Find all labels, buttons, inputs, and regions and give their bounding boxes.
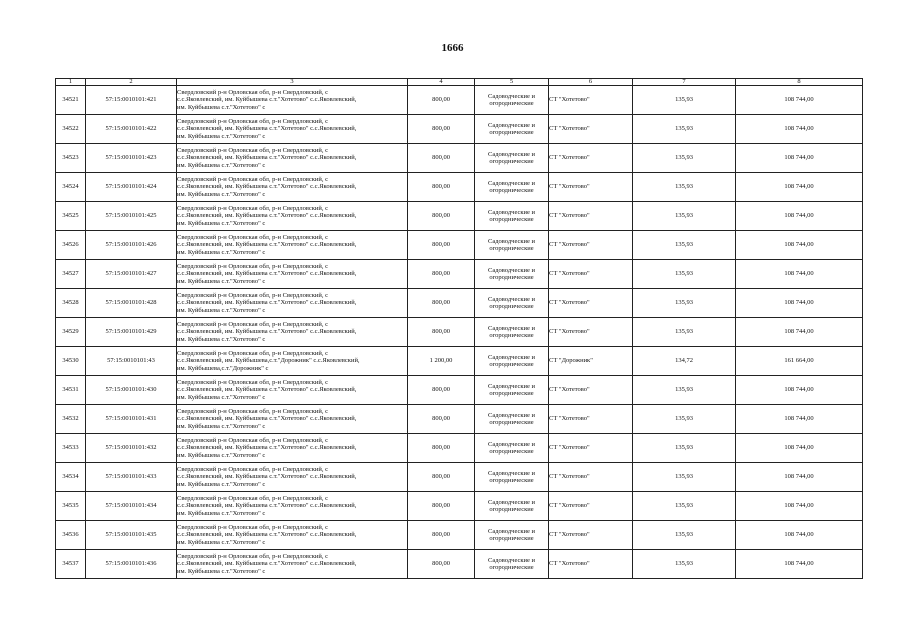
owner-cell: СТ "Хотетово" <box>549 521 633 550</box>
address-line: Свердловский р-н Орловская обл, р-н Свердловский, с <box>177 291 329 299</box>
value-cell: 108 744,00 <box>736 144 863 173</box>
address-line: с.с.Яковлевский, им. Куйбышева с.т."Хотетово" с.с.Яковлевский, <box>177 444 357 452</box>
owner-cell: СТ "Дорожник" <box>549 347 633 376</box>
area-cell: 800,00 <box>408 144 475 173</box>
cadastral-number: 57:15:0010101:432 <box>86 434 177 463</box>
area-cell: 800,00 <box>408 260 475 289</box>
land-use-line: Садоводческие и <box>488 150 535 158</box>
land-use-cell <box>475 376 549 405</box>
land-use-line: Садоводческие и <box>488 208 535 216</box>
address-cell <box>177 86 408 115</box>
address-cell <box>177 405 408 434</box>
area-cell: 800,00 <box>408 492 475 521</box>
land-use-cell <box>475 463 549 492</box>
address-line: им. Куйбышева с.т."Хотетово" с <box>177 567 266 575</box>
cadastral-number: 57:15:0010101:436 <box>86 550 177 579</box>
land-use-line: огороднические <box>489 129 534 136</box>
row-number: 34531 <box>56 376 86 405</box>
table-row <box>56 463 863 492</box>
value-cell: 108 744,00 <box>736 463 863 492</box>
owner-cell: СТ "Хотетово" <box>549 318 633 347</box>
area-cell: 800,00 <box>408 86 475 115</box>
address-line: Свердловский р-н Орловская обл, р-н Свердловский, с <box>177 436 329 444</box>
rate-cell: 135,93 <box>633 86 736 115</box>
land-use-line: огороднические <box>489 361 534 368</box>
cadastral-number: 57:15:0010101:424 <box>86 173 177 202</box>
address-line: с.с.Яковлевский, им. Куйбышева с.т."Хотетово" с.с.Яковлевский, <box>177 473 357 481</box>
table-row <box>56 550 863 579</box>
land-use-line: огороднические <box>489 419 534 426</box>
land-use-line: огороднические <box>489 506 534 513</box>
row-number: 34536 <box>56 521 86 550</box>
area-cell: 800,00 <box>408 550 475 579</box>
value-cell: 108 744,00 <box>736 434 863 463</box>
land-use-cell <box>475 550 549 579</box>
address-line: Свердловский р-н Орловская обл, р-н Свердловский, с <box>177 320 329 328</box>
owner-cell: СТ "Хотетово" <box>549 260 633 289</box>
land-use-cell <box>475 115 549 144</box>
land-use-cell <box>475 492 549 521</box>
address-line: им. Куйбышева с.т."Хотетово" с <box>177 335 266 343</box>
value-cell: 108 744,00 <box>736 173 863 202</box>
column-header: 8 <box>736 79 863 86</box>
address-line: им. Куйбышева с.т."Хотетово" с <box>177 248 266 256</box>
row-number: 34526 <box>56 231 86 260</box>
rate-cell: 135,93 <box>633 144 736 173</box>
row-number: 34528 <box>56 289 86 318</box>
land-use-line: огороднические <box>489 332 534 339</box>
cadastral-number: 57:15:0010101:423 <box>86 144 177 173</box>
address-line: Свердловский р-н Орловская обл, р-н Свердловский, с <box>177 407 329 415</box>
table-body <box>56 86 863 579</box>
rate-cell: 135,93 <box>633 434 736 463</box>
value-cell: 108 744,00 <box>736 376 863 405</box>
column-header: 4 <box>408 79 475 86</box>
column-header: 3 <box>177 79 408 86</box>
land-use-line: Садоводческие и <box>488 469 535 477</box>
row-number: 34524 <box>56 173 86 202</box>
row-number: 34532 <box>56 405 86 434</box>
address-line: Свердловский р-н Орловская обл, р-н Свердловский, с <box>177 88 329 96</box>
address-line: с.с.Яковлевский, им. Куйбышева с.т."Хотетово" с.с.Яковлевский, <box>177 328 357 336</box>
address-line: Свердловский р-н Орловская обл, р-н Свердловский, с <box>177 233 329 241</box>
address-line: Свердловский р-н Орловская обл, р-н Свердловский, с <box>177 494 329 502</box>
address-line: Свердловский р-н Орловская обл, р-н Свердловский, с <box>177 552 329 560</box>
area-cell: 800,00 <box>408 202 475 231</box>
owner-cell: СТ "Хотетово" <box>549 115 633 144</box>
row-number: 34529 <box>56 318 86 347</box>
table-row <box>56 405 863 434</box>
land-use-line: Садоводческие и <box>488 237 535 245</box>
cadastral-number: 57:15:0010101:422 <box>86 115 177 144</box>
address-cell <box>177 550 408 579</box>
address-line: им. Куйбышева с.т."Хотетово" с <box>177 103 266 111</box>
cadastral-number: 57:15:0010101:43 <box>86 347 177 376</box>
area-cell: 800,00 <box>408 463 475 492</box>
owner-cell: СТ "Хотетово" <box>549 434 633 463</box>
address-cell <box>177 231 408 260</box>
value-cell: 108 744,00 <box>736 550 863 579</box>
table-row <box>56 434 863 463</box>
land-use-line: Садоводческие и <box>488 556 535 564</box>
address-line: с.с.Яковлевский, им. Куйбышева с.т."Хотетово" с.с.Яковлевский, <box>177 125 357 133</box>
address-line: с.с.Яковлевский, им. Куйбышева с.т."Хотетово" с.с.Яковлевский, <box>177 386 357 394</box>
row-number: 34533 <box>56 434 86 463</box>
address-line: им. Куйбышева с.т."Хотетово" с <box>177 219 266 227</box>
column-header: 1 <box>56 79 86 86</box>
address-line: с.с.Яковлевский, им. Куйбышева с.т."Хотетово" с.с.Яковлевский, <box>177 299 357 307</box>
value-cell: 108 744,00 <box>736 202 863 231</box>
rate-cell: 135,93 <box>633 463 736 492</box>
owner-cell: СТ "Хотетово" <box>549 376 633 405</box>
row-number: 34525 <box>56 202 86 231</box>
land-use-line: огороднические <box>489 535 534 542</box>
land-use-cell <box>475 202 549 231</box>
land-use-cell <box>475 289 549 318</box>
address-line: с.с.Яковлевский, им. Куйбышева,с.т."Дорожник" с.с.Яковлевский, <box>177 357 360 365</box>
table-row <box>56 376 863 405</box>
value-cell: 108 744,00 <box>736 231 863 260</box>
land-use-line: огороднические <box>489 303 534 310</box>
address-line: им. Куйбышева с.т."Хотетово" с <box>177 451 266 459</box>
row-number: 34530 <box>56 347 86 376</box>
address-line: им. Куйбышева с.т."Хотетово" с <box>177 161 266 169</box>
address-line: Свердловский р-н Орловская обл, р-н Свердловский, с <box>177 349 329 357</box>
land-use-line: Садоводческие и <box>488 411 535 419</box>
land-use-line: огороднические <box>489 448 534 455</box>
rate-cell: 135,93 <box>633 550 736 579</box>
value-cell: 108 744,00 <box>736 260 863 289</box>
land-use-cell <box>475 318 549 347</box>
table-row <box>56 86 863 115</box>
table-header-row <box>56 79 863 86</box>
table-row <box>56 260 863 289</box>
address-line: Свердловский р-н Орловская обл, р-н Свердловский, с <box>177 175 329 183</box>
address-line: им. Куйбышева с.т."Хотетово" с <box>177 480 266 488</box>
land-use-cell <box>475 434 549 463</box>
land-use-line: Садоводческие и <box>488 179 535 187</box>
value-cell: 108 744,00 <box>736 521 863 550</box>
address-line: с.с.Яковлевский, им. Куйбышева с.т."Хотетово" с.с.Яковлевский, <box>177 502 357 510</box>
value-cell: 108 744,00 <box>736 492 863 521</box>
row-number: 34535 <box>56 492 86 521</box>
address-line: Свердловский р-н Орловская обл, р-н Свердловский, с <box>177 465 329 473</box>
address-line: им. Куйбышева с.т."Хотетово" с <box>177 277 266 285</box>
column-header: 2 <box>86 79 177 86</box>
row-number: 34521 <box>56 86 86 115</box>
rate-cell: 135,93 <box>633 202 736 231</box>
value-cell: 161 664,00 <box>736 347 863 376</box>
table-row <box>56 492 863 521</box>
land-use-line: огороднические <box>489 100 534 107</box>
land-use-cell <box>475 86 549 115</box>
land-use-line: огороднические <box>489 245 534 252</box>
address-line: Свердловский р-н Орловская обл, р-н Свердловский, с <box>177 117 329 125</box>
cadastral-number: 57:15:0010101:429 <box>86 318 177 347</box>
rate-cell: 135,93 <box>633 260 736 289</box>
row-number: 34537 <box>56 550 86 579</box>
value-cell: 108 744,00 <box>736 318 863 347</box>
address-line: с.с.Яковлевский, им. Куйбышева с.т."Хотетово" с.с.Яковлевский, <box>177 241 357 249</box>
area-cell: 800,00 <box>408 115 475 144</box>
land-use-cell <box>475 260 549 289</box>
area-cell: 1 200,00 <box>408 347 475 376</box>
land-use-cell <box>475 231 549 260</box>
address-cell <box>177 376 408 405</box>
owner-cell: СТ "Хотетово" <box>549 289 633 318</box>
land-use-line: огороднические <box>489 187 534 194</box>
address-line: им. Куйбышева с.т."Хотетово" с <box>177 132 266 140</box>
address-line: им. Куйбышева с.т."Хотетово" с <box>177 306 266 314</box>
address-line: им. Куйбышева с.т."Хотетово" с <box>177 393 266 401</box>
owner-cell: СТ "Хотетово" <box>549 173 633 202</box>
cadastral-number: 57:15:0010101:435 <box>86 521 177 550</box>
land-use-line: огороднические <box>489 564 534 571</box>
land-use-cell <box>475 405 549 434</box>
land-use-line: огороднические <box>489 216 534 223</box>
rate-cell: 135,93 <box>633 173 736 202</box>
address-line: с.с.Яковлевский, им. Куйбышева с.т."Хотетово" с.с.Яковлевский, <box>177 212 357 220</box>
rate-cell: 135,93 <box>633 492 736 521</box>
rate-cell: 135,93 <box>633 405 736 434</box>
owner-cell: СТ "Хотетово" <box>549 231 633 260</box>
rate-cell: 135,93 <box>633 289 736 318</box>
address-cell <box>177 260 408 289</box>
land-use-line: огороднические <box>489 158 534 165</box>
address-line: Свердловский р-н Орловская обл, р-н Свердловский, с <box>177 146 329 154</box>
address-cell <box>177 521 408 550</box>
owner-cell: СТ "Хотетово" <box>549 144 633 173</box>
land-use-cell <box>475 173 549 202</box>
address-line: с.с.Яковлевский, им. Куйбышева с.т."Хотетово" с.с.Яковлевский, <box>177 96 357 104</box>
cadastral-number: 57:15:0010101:431 <box>86 405 177 434</box>
area-cell: 800,00 <box>408 434 475 463</box>
land-use-line: огороднические <box>489 274 534 281</box>
land-use-line: Садоводческие и <box>488 527 535 535</box>
area-cell: 800,00 <box>408 173 475 202</box>
table-row <box>56 231 863 260</box>
table-row <box>56 347 863 376</box>
value-cell: 108 744,00 <box>736 289 863 318</box>
cadastral-number: 57:15:0010101:425 <box>86 202 177 231</box>
address-line: им. Куйбышева с.т."Хотетово" с <box>177 190 266 198</box>
row-number: 34523 <box>56 144 86 173</box>
row-number: 34527 <box>56 260 86 289</box>
address-cell <box>177 173 408 202</box>
cadastral-number: 57:15:0010101:421 <box>86 86 177 115</box>
table-row <box>56 144 863 173</box>
land-use-line: огороднические <box>489 477 534 484</box>
land-use-line: Садоводческие и <box>488 121 535 129</box>
address-line: Свердловский р-н Орловская обл, р-н Свердловский, с <box>177 262 329 270</box>
address-line: с.с.Яковлевский, им. Куйбышева с.т."Хотетово" с.с.Яковлевский, <box>177 415 357 423</box>
land-use-line: Садоводческие и <box>488 295 535 303</box>
table-row <box>56 202 863 231</box>
address-cell <box>177 347 408 376</box>
address-cell <box>177 463 408 492</box>
rate-cell: 135,93 <box>633 231 736 260</box>
address-line: с.с.Яковлевский, им. Куйбышева с.т."Хотетово" с.с.Яковлевский, <box>177 154 357 162</box>
cadastral-number: 57:15:0010101:430 <box>86 376 177 405</box>
table-row <box>56 318 863 347</box>
value-cell: 108 744,00 <box>736 115 863 144</box>
rate-cell: 135,93 <box>633 376 736 405</box>
address-line: им. Куйбышева с.т."Хотетово" с <box>177 538 266 546</box>
address-cell <box>177 492 408 521</box>
value-cell: 108 744,00 <box>736 86 863 115</box>
land-use-line: Садоводческие и <box>488 266 535 274</box>
area-cell: 800,00 <box>408 231 475 260</box>
land-use-line: Садоводческие и <box>488 353 535 361</box>
address-line: с.с.Яковлевский, им. Куйбышева с.т."Хотетово" с.с.Яковлевский, <box>177 560 357 568</box>
row-number: 34522 <box>56 115 86 144</box>
address-cell <box>177 202 408 231</box>
owner-cell: СТ "Хотетово" <box>549 405 633 434</box>
address-line: с.с.Яковлевский, им. Куйбышева с.т."Хотетово" с.с.Яковлевский, <box>177 270 357 278</box>
address-cell <box>177 289 408 318</box>
table-row <box>56 521 863 550</box>
table-row <box>56 289 863 318</box>
rate-cell: 135,93 <box>633 318 736 347</box>
address-cell <box>177 434 408 463</box>
address-cell <box>177 318 408 347</box>
address-line: Свердловский р-н Орловская обл, р-н Свердловский, с <box>177 378 329 386</box>
land-use-line: Садоводческие и <box>488 324 535 332</box>
address-line: Свердловский р-н Орловская обл, р-н Свердловский, с <box>177 523 329 531</box>
area-cell: 800,00 <box>408 289 475 318</box>
rate-cell: 134,72 <box>633 347 736 376</box>
land-use-line: Садоводческие и <box>488 382 535 390</box>
rate-cell: 135,93 <box>633 521 736 550</box>
page-number: 1666 <box>441 42 464 54</box>
cadastral-number: 57:15:0010101:426 <box>86 231 177 260</box>
column-header: 6 <box>549 79 633 86</box>
cadastral-number: 57:15:0010101:434 <box>86 492 177 521</box>
area-cell: 800,00 <box>408 521 475 550</box>
address-line: с.с.Яковлевский, им. Куйбышева с.т."Хотетово" с.с.Яковлевский, <box>177 183 357 191</box>
column-header: 5 <box>475 79 549 86</box>
owner-cell: СТ "Хотетово" <box>549 202 633 231</box>
address-line: им. Куйбышева,с.т."Дорожник" с <box>177 364 269 372</box>
land-use-line: Садоводческие и <box>488 498 535 506</box>
owner-cell: СТ "Хотетово" <box>549 463 633 492</box>
address-line: Свердловский р-н Орловская обл, р-н Свердловский, с <box>177 204 329 212</box>
address-cell <box>177 144 408 173</box>
cadastral-number: 57:15:0010101:428 <box>86 289 177 318</box>
owner-cell: СТ "Хотетово" <box>549 86 633 115</box>
row-number: 34534 <box>56 463 86 492</box>
column-header: 7 <box>633 79 736 86</box>
value-cell: 108 744,00 <box>736 405 863 434</box>
land-use-cell <box>475 347 549 376</box>
cadastral-number: 57:15:0010101:433 <box>86 463 177 492</box>
land-use-line: Садоводческие и <box>488 440 535 448</box>
land-use-cell <box>475 521 549 550</box>
cadastral-number: 57:15:0010101:427 <box>86 260 177 289</box>
land-use-line: огороднические <box>489 390 534 397</box>
land-use-cell <box>475 144 549 173</box>
cadastral-table <box>55 78 863 579</box>
address-line: с.с.Яковлевский, им. Куйбышева с.т."Хотетово" с.с.Яковлевский, <box>177 531 357 539</box>
address-line: им. Куйбышева с.т."Хотетово" с <box>177 422 266 430</box>
rate-cell: 135,93 <box>633 115 736 144</box>
area-cell: 800,00 <box>408 405 475 434</box>
area-cell: 800,00 <box>408 318 475 347</box>
owner-cell: СТ "Хотетово" <box>549 550 633 579</box>
address-line: им. Куйбышева с.т."Хотетово" с <box>177 509 266 517</box>
table-row <box>56 173 863 202</box>
owner-cell: СТ "Хотетово" <box>549 492 633 521</box>
table-row <box>56 115 863 144</box>
address-cell <box>177 115 408 144</box>
land-use-line: Садоводческие и <box>488 92 535 100</box>
area-cell: 800,00 <box>408 376 475 405</box>
